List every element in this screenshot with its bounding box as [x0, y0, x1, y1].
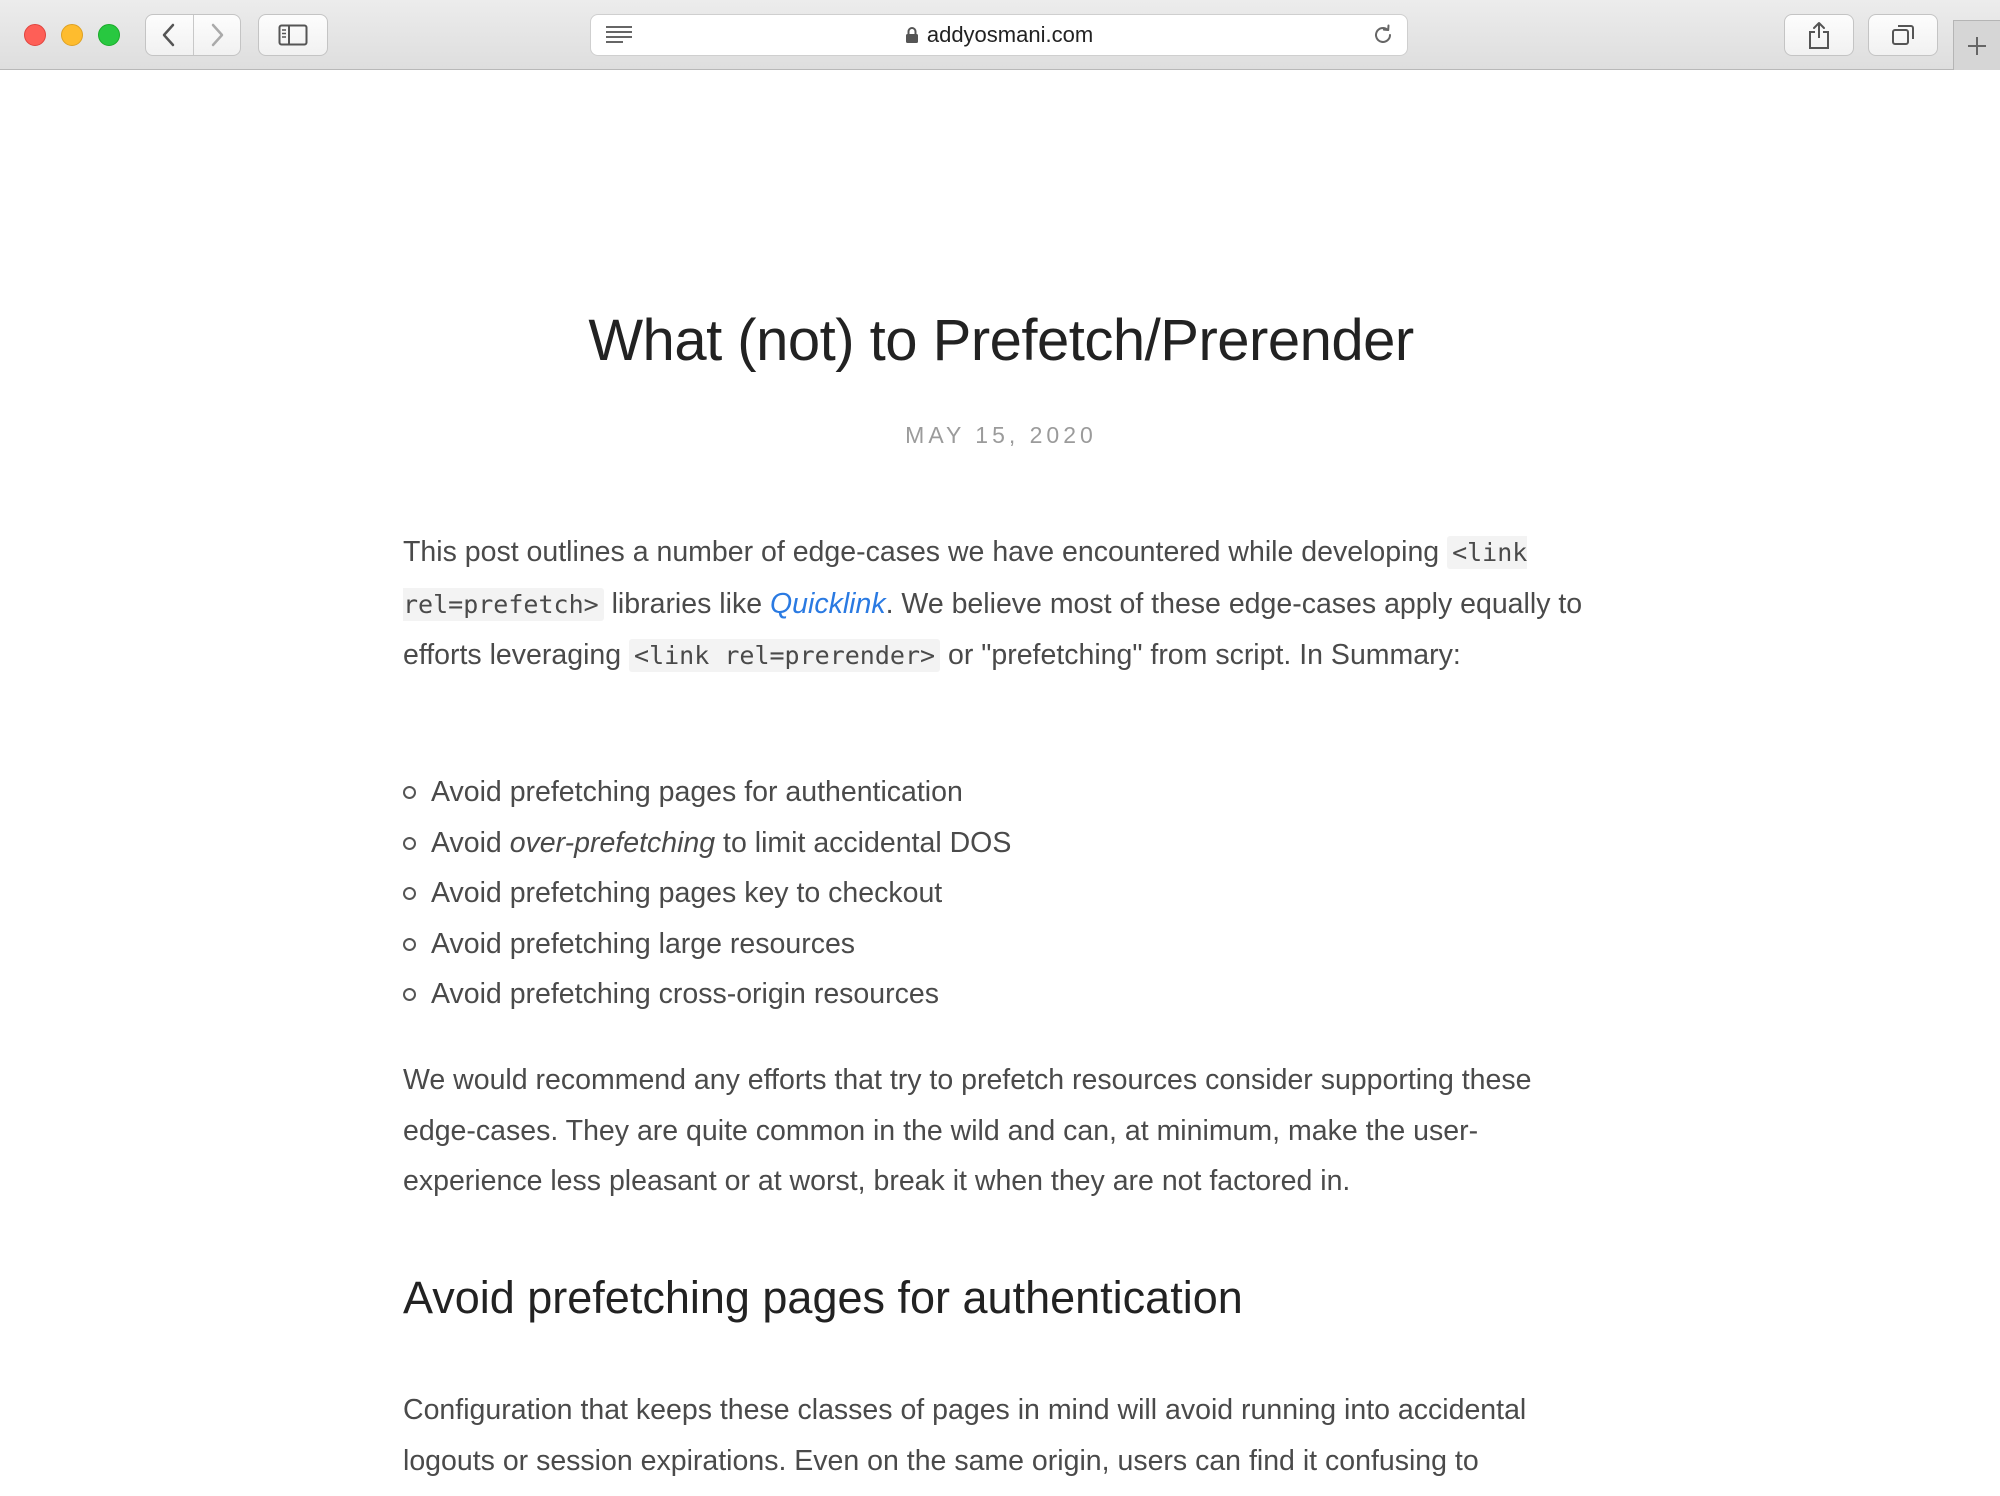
summary-list — [403, 767, 1603, 1020]
forward-button[interactable] — [193, 15, 240, 55]
minimize-window-button[interactable] — [61, 24, 83, 46]
list-item: Avoid prefetching pages key to checkout — [403, 868, 1603, 919]
quicklink-link[interactable]: Quicklink — [769, 587, 886, 620]
section-paragraph: Configuration that keeps these classes of pages in mind will avoid running into accidental logouts or session expirations. Even on the same origin, users can find it confusing to — [403, 1394, 1527, 1477]
sidebar-icon — [278, 24, 308, 46]
list-item-text-post: to limit accidental DOS — [715, 826, 1012, 859]
list-item: Avoid prefetching pages for authentication — [403, 767, 1603, 818]
chevron-left-icon — [160, 22, 178, 48]
list-item: Avoid prefetching large resources — [403, 919, 1603, 970]
sidebar-button[interactable] — [258, 14, 328, 56]
recommendation-paragraph: We would recommend any efforts that try to prefetch resources consider supporting these edge-cases. They are quite common in the wild and can, at minimum, make the user-experience less pleasant or at worst, break it when they are not factored in. — [403, 1064, 1532, 1197]
url-text: addyosmani.com — [926, 22, 1094, 47]
address-bar[interactable] — [590, 14, 1408, 56]
plus-icon — [1966, 35, 1988, 57]
lock-icon — [905, 26, 919, 44]
section-heading: Avoid prefetching pages for authentication — [403, 1272, 1243, 1323]
intro-paragraph — [403, 527, 1603, 682]
list-item — [403, 818, 1603, 869]
article-title: What (not) to Prefetch/Prerender — [588, 308, 1414, 373]
list-item: Avoid prefetching cross-origin resources — [403, 969, 1603, 1020]
reload-icon[interactable] — [1371, 23, 1395, 47]
share-button[interactable] — [1784, 14, 1854, 56]
intro-text-1: This post outlines a number of edge-cases we have encountered while developing — [403, 536, 1448, 568]
list-item-emphasis: over-prefetching — [509, 826, 716, 859]
new-tab-button[interactable] — [1953, 20, 2000, 70]
intro-text-3: . We believe most of these edge-cases apply equally to efforts leveraging — [403, 587, 1583, 671]
intro-text-4: or "prefetching" from script. In Summary: — [940, 639, 1461, 671]
list-item-text-pre: Avoid — [431, 826, 510, 859]
maximize-window-button[interactable] — [98, 24, 120, 46]
article-date: MAY 15, 2020 — [905, 422, 1097, 448]
browser-toolbar — [0, 0, 2000, 70]
navigation-buttons — [145, 14, 241, 56]
back-button[interactable] — [146, 15, 193, 55]
code-link-prefetch: <link rel=prefetch> — [403, 538, 1528, 619]
close-window-button[interactable] — [24, 24, 46, 46]
url-display[interactable] — [591, 15, 1407, 55]
tabs-icon — [1890, 23, 1916, 47]
code-link-prerender: <link rel=prerender> — [629, 639, 940, 672]
share-icon — [1807, 20, 1831, 50]
show-tabs-button[interactable] — [1868, 14, 1938, 56]
chevron-right-icon — [208, 22, 226, 48]
intro-text-2: libraries like — [603, 587, 770, 620]
